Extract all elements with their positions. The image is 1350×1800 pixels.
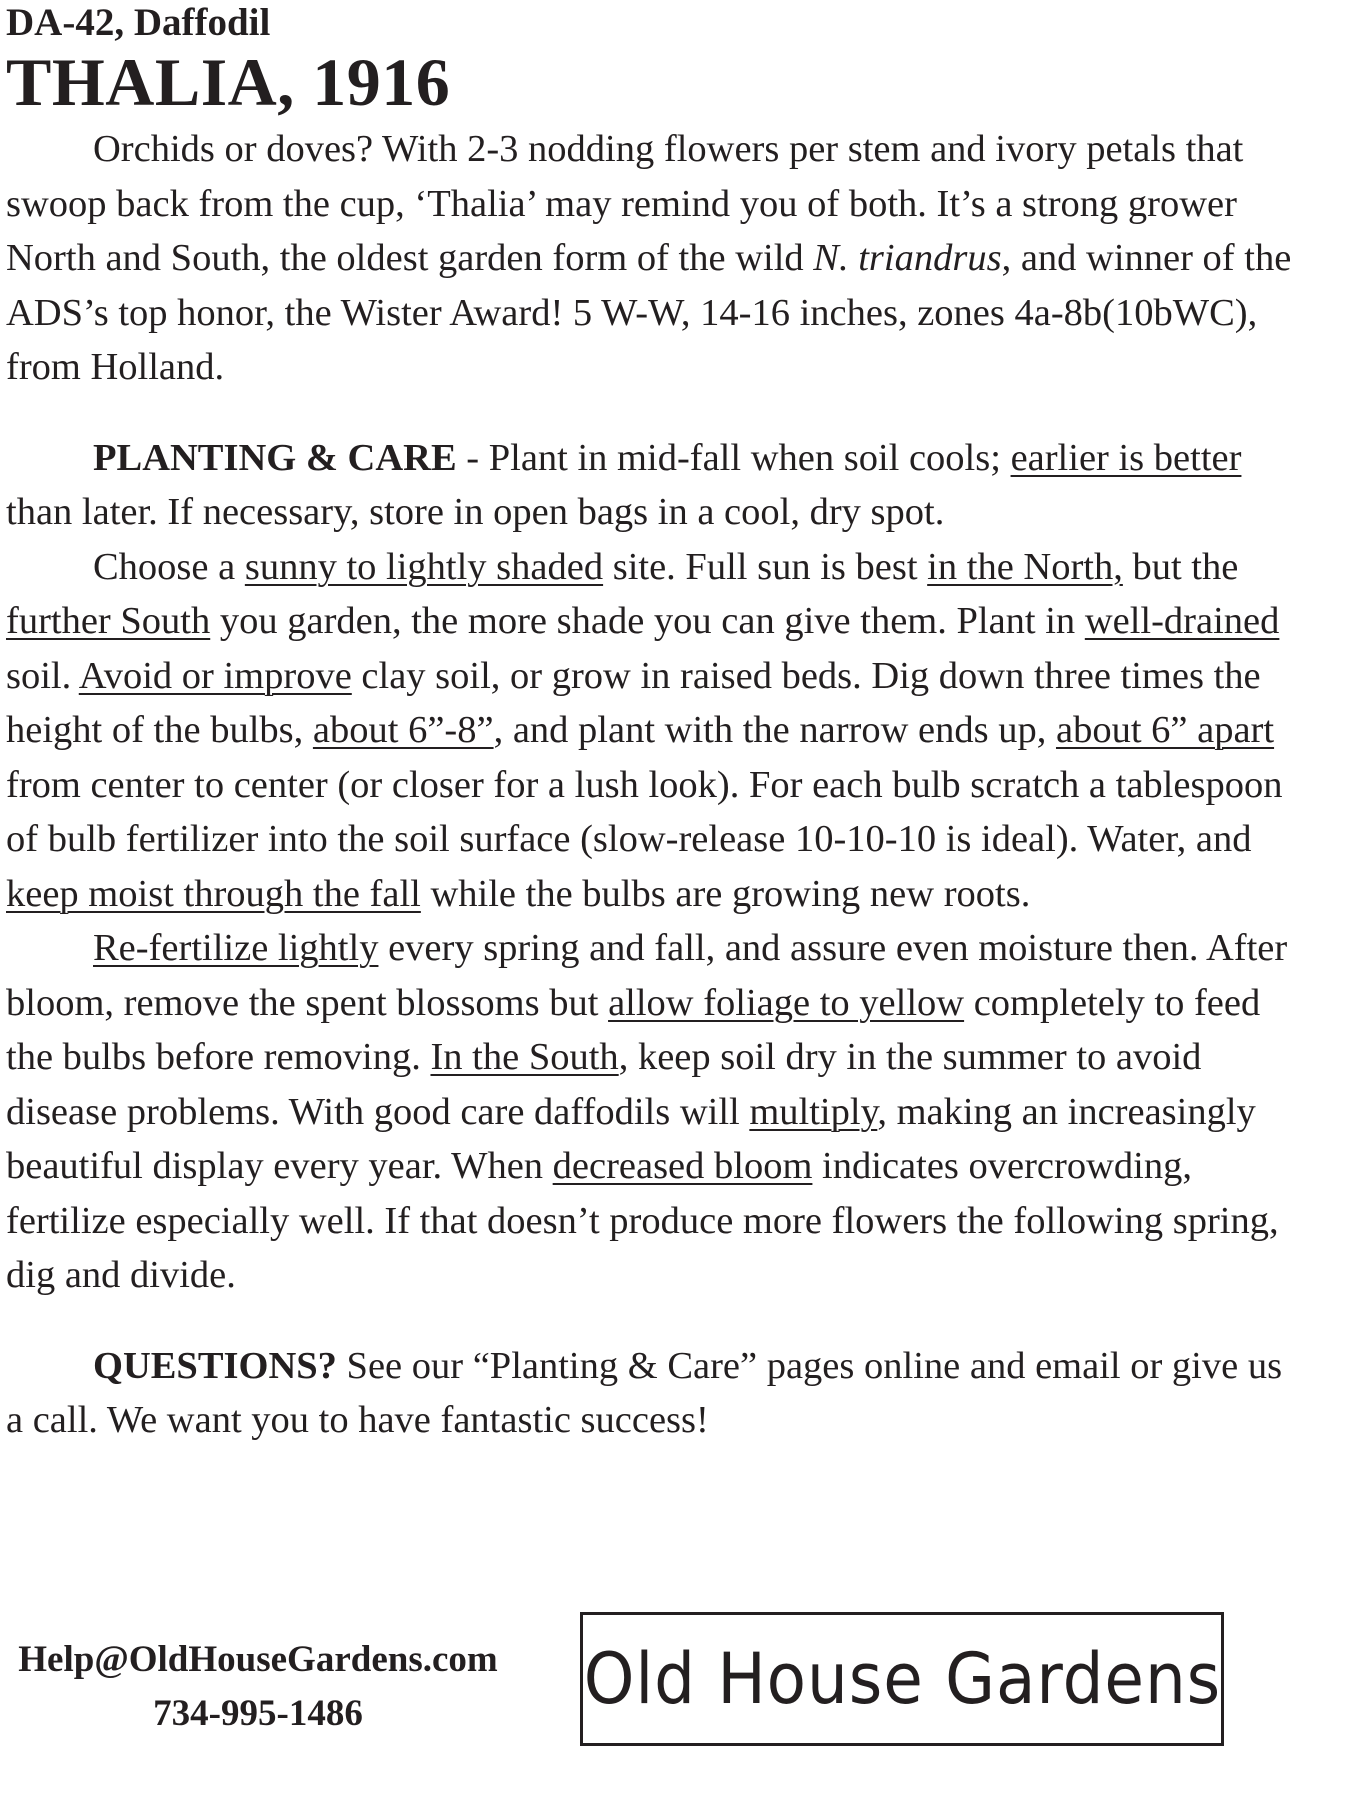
intro-text-1: Orchids or doves? With 2-3 nodding flowers per stem and ivory petals that swoop back from the cup, ‘Thalia’ may remind you of both. It’s a strong grower North and South, the oldest garden form of the wild (6, 128, 1244, 279)
item-code: DA-42, Daffodil (6, 1, 271, 44)
planting-text: while the bulbs are growing new roots. (420, 872, 1031, 915)
emphasis-text: about 6” apart (1055, 709, 1275, 751)
questions-heading: QUESTIONS? (93, 1344, 337, 1387)
planting-text: you garden, the more shade you can give them. Plant in (210, 600, 1085, 642)
species-name: N. triandrus (813, 237, 1002, 279)
emphasis-text: earlier is better (1010, 436, 1242, 479)
contact-phone: 734-995-1486 (153, 1693, 363, 1734)
planting-text: , and plant with the narrow ends up, (493, 709, 1056, 751)
planting-text: site. Full sun is best (603, 545, 928, 588)
planting-text: Choose a (93, 545, 245, 588)
planting-paragraph-1 (6, 431, 1306, 540)
emphasis-text: Avoid or improve (78, 654, 352, 697)
planting-heading: PLANTING & CARE (93, 436, 457, 479)
page-title: THALIA, 1916 (6, 44, 451, 120)
emphasis-text: keep moist through the fall (6, 872, 421, 915)
intro-text-2: , and winner of the ADS’s top honor, the Wister Award! 5 W-W, 14-16 inches, zones 4a-8b(10bWC), from Holland. (6, 237, 1292, 388)
emphasis-text: In the South (430, 1036, 619, 1078)
contact-email: Help@OldHouseGardens.com (18, 1639, 498, 1680)
planting-text: indicates overcrowding, fertilize especially well. If that doesn’t produce more flowers the following spring, dig and divide. (6, 1145, 1279, 1296)
brand-logo (580, 1612, 1224, 1746)
intro-paragraph (6, 122, 1306, 395)
planting-text: than later. If necessary, store in open bags in a cool, dry spot. (6, 491, 945, 533)
logo-text: Old House Gardens (583, 1638, 1221, 1720)
planting-text: completely to feed the bulbs before removing. (6, 981, 1261, 1078)
section-gap (6, 395, 1306, 431)
planting-text: but the (1122, 545, 1239, 588)
emphasis-text: allow foliage to yellow (608, 981, 965, 1024)
planting-text: clay soil, or grow in raised beds. Dig down three times the height of the bulbs, (6, 654, 1261, 751)
questions-paragraph (6, 1339, 1306, 1448)
planting-text: soil. (6, 654, 79, 697)
planting-text: , keep soil dry in the summer to avoid disease problems. With good care daffodils will (6, 1036, 1202, 1133)
emphasis-text: further South (6, 600, 211, 642)
care-sheet (6, 0, 1306, 1448)
questions-text: See our “Planting & Care” pages online and email or give us a call. We want you to have fantastic success! (6, 1344, 1283, 1441)
emphasis-text: about 6”-8” (312, 709, 494, 751)
section-gap (6, 1303, 1306, 1339)
planting-text: - Plant in mid-fall when soil cools; (456, 436, 1011, 479)
contact-block (8, 1633, 508, 1741)
emphasis-text: sunny to lightly shaded (244, 545, 604, 588)
planting-text: from center to center (or closer for a lush look). For each bulb scratch a tablespoon of bulb fertilizer into the soil surface (slow-release 10-10-10 is ideal). Water, and (6, 763, 1283, 860)
emphasis-text: well-drained (1084, 600, 1280, 642)
emphasis-text: in the North, (927, 545, 1123, 588)
planting-text: , making an increasingly beautiful display every year. When (6, 1090, 1256, 1187)
planting-text: every spring and fall, and assure even moisture then. After bloom, remove the spent blossoms but (6, 927, 1288, 1024)
emphasis-text: decreased bloom (552, 1145, 813, 1187)
emphasis-text: multiply (749, 1090, 878, 1133)
planting-paragraph-2 (6, 540, 1306, 922)
planting-paragraph-3 (6, 921, 1306, 1303)
emphasis-text: Re-fertilize lightly (93, 927, 379, 969)
